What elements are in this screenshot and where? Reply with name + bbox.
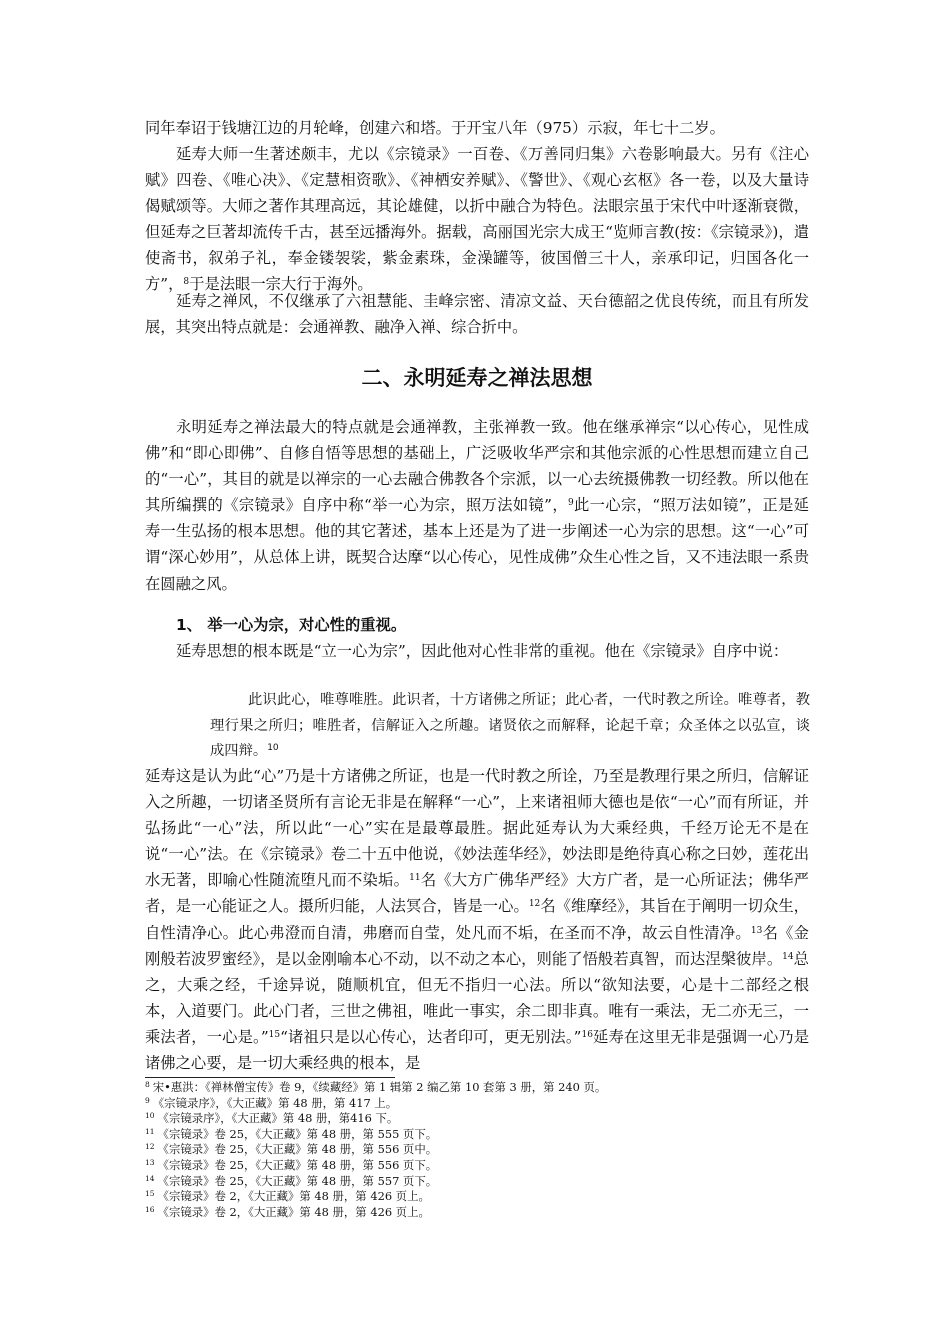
- footnote-8: [145, 1080, 809, 1096]
- footnote-14: [145, 1174, 809, 1190]
- footnote-number: 12: [145, 1142, 155, 1152]
- footnote-15: [145, 1189, 809, 1205]
- footnote-text: 《宗镜录序》，《大正藏》第 48 册，第416 下。: [157, 1111, 399, 1126]
- footnote-number: 14: [145, 1173, 155, 1183]
- footnote-ref-12[interactable]: 12: [528, 899, 541, 910]
- paragraph-works-text: 延寿大师一生著述颇丰，尤以《宗镜录》一百卷、《万善同归集》六卷影响最大。另有《注心赋》四卷、《唯心决》、《定慧相资歌》、《神栖安养赋》、《警世》、《观心玄枢》各一卷，以及大量诗偈赋颂等。大师之著作其理高远，其论雄健，以折中融合为特色。法眼宗虽于宋代中叶逐渐衰微，但延寿之巨著却流传千古，甚至远播海外。据载，高丽国光宗大成王“览师言教(按：《宗镜录》)，遣使斋书，叙弟子礼，奉金镂袈裟，紫金素珠，金澡罐等，彼国僧三十人，亲承印记，归国各化一方”，: [145, 145, 809, 294]
- footnote-ref-11[interactable]: 11: [409, 873, 421, 884]
- paragraph-quote-intro: 延寿思想的根本既是“立一心为宗”，因此他对心性非常的重视。他在《宗镜录》自序中说：: [176, 642, 789, 660]
- section-heading: 二、永明延寿之禅法思想: [361, 366, 593, 390]
- footnote-ref-8[interactable]: 8: [183, 277, 190, 288]
- footnote-text: 《宗镜录》卷 25，《大正藏》第 48 册，第 557 页下。: [157, 1173, 438, 1188]
- footnote-16: [145, 1205, 809, 1221]
- footnote-text: 宋•惠洪：《禅林僧宝传》卷 9，《续藏经》第 1 辑第 2 编乙第 10 套第 3 册，第 240 页。: [152, 1080, 607, 1094]
- footnote-text: 《宗镜录》卷 2，《大正藏》第 48 册，第 426 页上。: [157, 1189, 430, 1204]
- paragraph-analysis: [145, 763, 809, 1076]
- analysis-text-4: 名《金刚般若波罗蜜经》，是以金刚喻本心不动，以不动之本心，则能了悟般若真智，而达涅槃彼岸。: [145, 923, 809, 968]
- footnote-text: 《宗镜录序》，《大正藏》第 48 册，第 417 上。: [152, 1095, 398, 1110]
- footnote-text: 《宗镜录》卷 25，《大正藏》第 48 册，第 556 页下。: [157, 1157, 438, 1172]
- block-quote-text: 此识此心，唯尊唯胜。此识者，十方诸佛之所证；此心者，一代时教之所诠。唯尊者，教理行果之所归；唯胜者，信解证入之所趣。诸贤依之而解释，论起千章；众圣体之以弘宣，谈成四辩。: [210, 692, 810, 759]
- subsection-heading: 1、 举一心为宗，对心性的重视。: [176, 616, 407, 634]
- footnote-separator: [145, 1077, 395, 1078]
- footnote-13: [145, 1158, 809, 1174]
- footnote-number: 15: [145, 1189, 155, 1199]
- footnote-text: 《宗镜录》卷 25，《大正藏》第 48 册，第 555 页下。: [157, 1126, 438, 1141]
- footnote-ref-9[interactable]: 9: [567, 498, 574, 509]
- footnote-text: 《宗镜录》卷 2，《大正藏》第 48 册，第 426 页上。: [157, 1204, 430, 1219]
- footnote-9: [145, 1096, 809, 1112]
- analysis-text-1: 延寿这是认为此“心”乃是十方诸佛之所证，也是一代时教之所诠，乃至是教理行果之所归，信解证入之所趣，一切诸圣贤所有言论无非是在解释“一心”，上来诸祖师大德也是依“一心”而有所证，并弘扬此“一心”法，所以此“一心”实在是最尊最胜。据此延寿认为大乘经典，千经万论无不是在说“一心”法。在《宗镜录》卷二十五中他说，《妙法莲华经》，妙法即是绝待真心称之曰妙，莲花出水无著，即喻心性随流堕凡而不染垢。: [145, 767, 809, 890]
- footnote-number: 11: [145, 1126, 155, 1136]
- paragraph-section-intro: [145, 414, 809, 597]
- footnote-ref-14[interactable]: 14: [782, 951, 794, 962]
- paragraph-chan-style: 延寿之禅风，不仅继承了六祖慧能、圭峰宗密、清凉文益、天台德韶之优良传统，而且有所发展，其突出特点就是：会通禅教、融净入禅、综合折中。: [145, 292, 809, 337]
- paragraph-intro-end: 同年奉诏于钱塘江边的月轮峰，创建六和塔。于开宝八年（975）示寂，年七十二岁。: [145, 119, 725, 137]
- analysis-text-6: “诸祖只是以心传心，达者印可，更无别法。”: [280, 1027, 582, 1046]
- footnote-ref-16[interactable]: 16: [581, 1029, 593, 1040]
- analysis-text-3: 名《维摩经》，其旨在于阐明一切众生，自性清净心。此心弗澄而自清，弗磨而自莹，处凡而不垢，在圣而不净，故云自性清净。: [145, 897, 809, 942]
- footnote-ref-13[interactable]: 13: [750, 925, 763, 936]
- footnote-11: [145, 1127, 809, 1143]
- block-quote: [210, 688, 810, 765]
- analysis-text-5: 总之，大乘之经，千途异说，随顺机宜，但无不指归一心法。所以“欲知法要，心是十二部经之根本，入道要门。此心门者，三世之佛祖，唯此一事实，余二即非真。唯有一乘法，无二亦无三，一乘法者，一心是。”: [145, 949, 809, 1046]
- footnote-number: 13: [145, 1157, 155, 1167]
- footnote-12: [145, 1142, 809, 1158]
- footnote-ref-10[interactable]: 10: [267, 743, 279, 753]
- footnote-10: [145, 1111, 809, 1127]
- footnote-ref-15[interactable]: 15: [268, 1029, 281, 1040]
- footnote-text: 《宗镜录》卷 25，《大正藏》第 48 册，第 556 页中。: [157, 1142, 438, 1157]
- analysis-text-2: 名《大方广佛华严经》大方广者，是一心所证法；佛华严者，是一心能证之人。摄所归能，人法冥合，皆是一心。: [145, 871, 809, 916]
- footnote-number: 9: [145, 1095, 150, 1105]
- paragraph-works: [145, 141, 809, 298]
- paragraph-section-intro-text-end: 此一心宗，“照万法如镜”，正是延寿一生弘扬的根本思想。他的其它著述，基本上还是为了进一步阐述一心为宗的思想。这“一心”可谓“深心妙用”，从总体上讲，既契合达摩“以心传心，见性成佛”众生心性之旨，又不违法眼一系贵在圆融之风。: [145, 496, 809, 593]
- analysis-text-7: 延寿在这里无非是强调一心乃是诸佛之心要，是一切大乘经典的根本，是: [145, 1027, 809, 1073]
- footnote-number: 10: [145, 1111, 155, 1121]
- paragraph-works-text-end: 于是法眼一宗大行于海外。: [189, 275, 373, 294]
- footnote-list: [145, 1080, 809, 1220]
- paragraph-section-intro-text: 永明延寿之禅法最大的特点就是会通禅教，主张禅教一致。他在继承禅宗“以心传心，见性成佛”和“即心即佛”、自修自悟等思想的基础上，广泛吸收华严宗和其他宗派的心性思想而建立自己的“一心”，其目的就是以禅宗的一心去融合佛教各个宗派，以一心去统摄佛教一切经教。所以他在其所编撰的《宗镜录》自序中称“举一心为宗，照万法如镜”，: [145, 418, 809, 515]
- footnote-number: 8: [145, 1080, 150, 1089]
- footnote-number: 16: [145, 1204, 155, 1214]
